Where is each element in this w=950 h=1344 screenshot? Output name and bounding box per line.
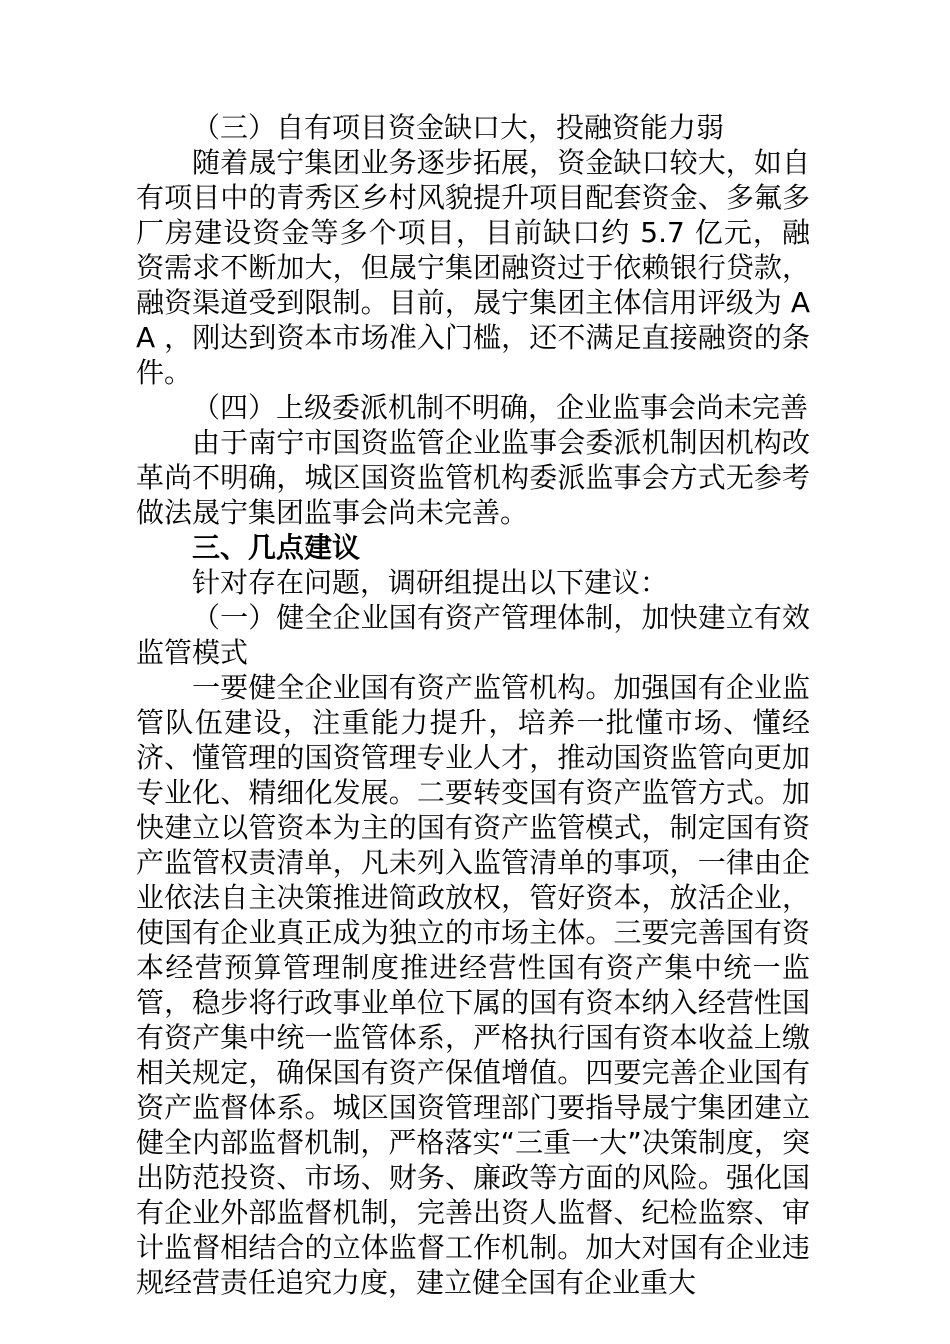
paragraph-funding-gap-detail: 随着晟宁集团业务逐步拓展，资金缺口较大，如自有项目中的青秀区乡村风貌提升项目配套资金、多氟多厂房建设资金等多个项目，目前缺口约 5.7 亿元，融资需求不断加大，但晟宁集团融资过于依赖银行贷款，融资渠道受到限制。目前，晟宁集团主体信用评级为 AA ，刚达到资本市场准入门槛，还不满足直接融资的条件。 [136,146,810,389]
heading-part-3-suggestions: 三、几点建议 [192,531,361,564]
paragraph-supervisory-board-detail: 由于南宁市国资监管企业监事会委派机制因机构改革尚不明确，城区国资监管机构委派监事会方式无参考做法晟宁集团监事会尚未完善。 [136,426,810,529]
paragraph-suggestions-intro: 针对存在问题，调研组提出以下建议： [192,566,669,599]
heading-section-3-funding-gap: （三）自有项目资金缺口大，投融资能力弱 [192,111,725,144]
paragraph-suggestion-1-detail: 一要健全企业国有资产监管机构。加强国有企业监管队伍建设，注重能力提升，培养一批懂市场、懂经济、懂管理的国资管理专业人才，推动国资监管向更加专业化、精细化发展。二要转变国有资产监管方式。加快建立以管资本为主的国有资产监管模式，制定国有资产监管权责清单，凡未列入监管清单的事项，一律由企业依法自主决策推进简政放权，管好资本，放活企业，使国有企业真正成为独立的市场主体。三要完善国有资本经营预算管理制度推进经营性国有资产集中统一监管，稳步将行政事业单位下属的国有资本纳入经营性国有资产集中统一监管体系，严格执行国有资本收益上缴相关规定，确保国有资产保值增值。四要完善企业国有资产监督体系。城区国资管理部门要指导晟宁集团建立健全内部监督机制，严格落实“三重一大”决策制度，突出防范投资、市场、财务、廉政等方面的风险。强化国有企业外部监督机制，完善出资人监督、纪检监察、审计监督相结合的立体监督工作机制。加大对国有企业违规经营责任追究力度，建立健全国有企业重大 [136,671,810,1299]
heading-section-4-supervisory-board: （四）上级委派机制不明确，企业监事会尚未完善 [192,391,809,424]
heading-suggestion-1-asset-management: （一）健全企业国有资产管理体制，加快建立有效监管模式 [136,601,810,669]
